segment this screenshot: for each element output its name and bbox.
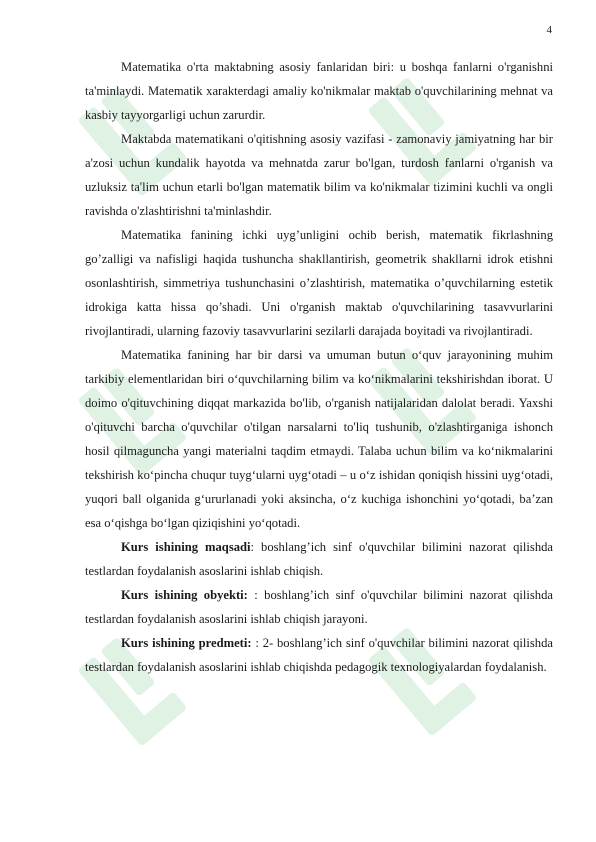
subject-text: : 2- boshlang’ich sinf o'quvchilar bilimini nazorat qilishda testlardan foydalanish asoslarini ishlab chiqishda pedagogik texnologiyalardan foydalanish.: [85, 636, 553, 674]
paragraph-goal: [85, 535, 553, 583]
subject-label: Kurs ishining predmeti:: [121, 636, 252, 650]
goal-label: Kurs ishining maqsadi: [121, 540, 251, 554]
object-label: Kurs ishining obyekti:: [121, 588, 248, 602]
paragraph-intro: [85, 55, 553, 127]
paragraph-text: Matematika fanining ichki uyg’unligini ochib berish, matematik fikrlashning go’zalligi va nafisligi haqida tushuncha shakllantirish, geometrik shakllarni idrok etishni osonlashtirish, simmetriya tushunchasini o’zlashtirish, matematika o’quvchilarning estetik idrokiga katta hissa qo’shadi. Uni o'rganish maktab o'quvchilarining tasavvurlarini rivojlantiradi, ularning fazoviy tasavvurlarini sezilarli darajada boyitadi va rivojlantiradi.: [85, 228, 553, 338]
goal-text: : boshlang’ich sinf o'quvchilar bilimini nazorat qilishda testlardan foydalanish asoslarini ishlab chiqish.: [85, 540, 553, 578]
paragraph-aesthetics: [85, 223, 553, 343]
paragraph-assessment: [85, 343, 553, 535]
page-number: 4: [546, 24, 552, 36]
paragraph-object: [85, 583, 553, 631]
paragraph-task: [85, 127, 553, 223]
paragraph-text: Maktabda matematikani o'qitishning asosiy vazifasi - zamonaviy jamiyatning har bir a'zosi uchun kundalik hayotda va mehnatda zarur bo'lgan, turdosh fanlarni o'rganish va uzluksiz ta'lim uchun etarli bo'lgan matematik bilim va ko'nikmalar tizimini kuchli va ongli ravishda o'zlashtirishni ta'minlashdir.: [85, 132, 553, 218]
document-body: [85, 55, 553, 679]
paragraph-subject: [85, 631, 553, 679]
paragraph-text: Matematika fanining har bir darsi va umuman butun o‘quv jarayonining muhim tarkibiy elementlaridan biri o‘quvchilarning bilim va ko‘nikmalarini tekshirishdan iborat. U doimo o'qituvchining diqqat markazida bo'lib, o'rganish natijalaridan dalolat beradi. Yaxshi o'qituvchi barcha o'quvchilar o'tilgan narsalarni to'liq tushunib, o'zlashtirganiga ishonch hosil qilmaguncha yangi materialni taqdim etmaydi. Talaba uchun bilim va ko‘nikmalarini tekshirish ko‘pincha chuqur tuyg‘ularni uyg‘otadi – u o‘z ishidan qoniqish hissini uyg‘otadi, yuqori ball olganida g‘ururlanadi yoki aksincha, o‘z kuchiga ishonchini yo‘qotadi, ba’zan esa o‘qishga bo‘lgan qiziqishini yo‘qotadi.: [85, 348, 553, 530]
paragraph-text: Matematika o'rta maktabning asosiy fanlaridan biri: u boshqa fanlarni o'rganishni ta'minlaydi. Matematik xarakterdagi amaliy ko'nikmalar maktab o'quvchilarining mehnat va kasbiy tayyorgarligi uchun zarurdir.: [85, 60, 553, 122]
object-text: : boshlang’ich sinf o'quvchilar bilimini nazorat qilishda testlardan foydalanish asoslarini ishlab chiqish jarayoni.: [85, 588, 553, 626]
